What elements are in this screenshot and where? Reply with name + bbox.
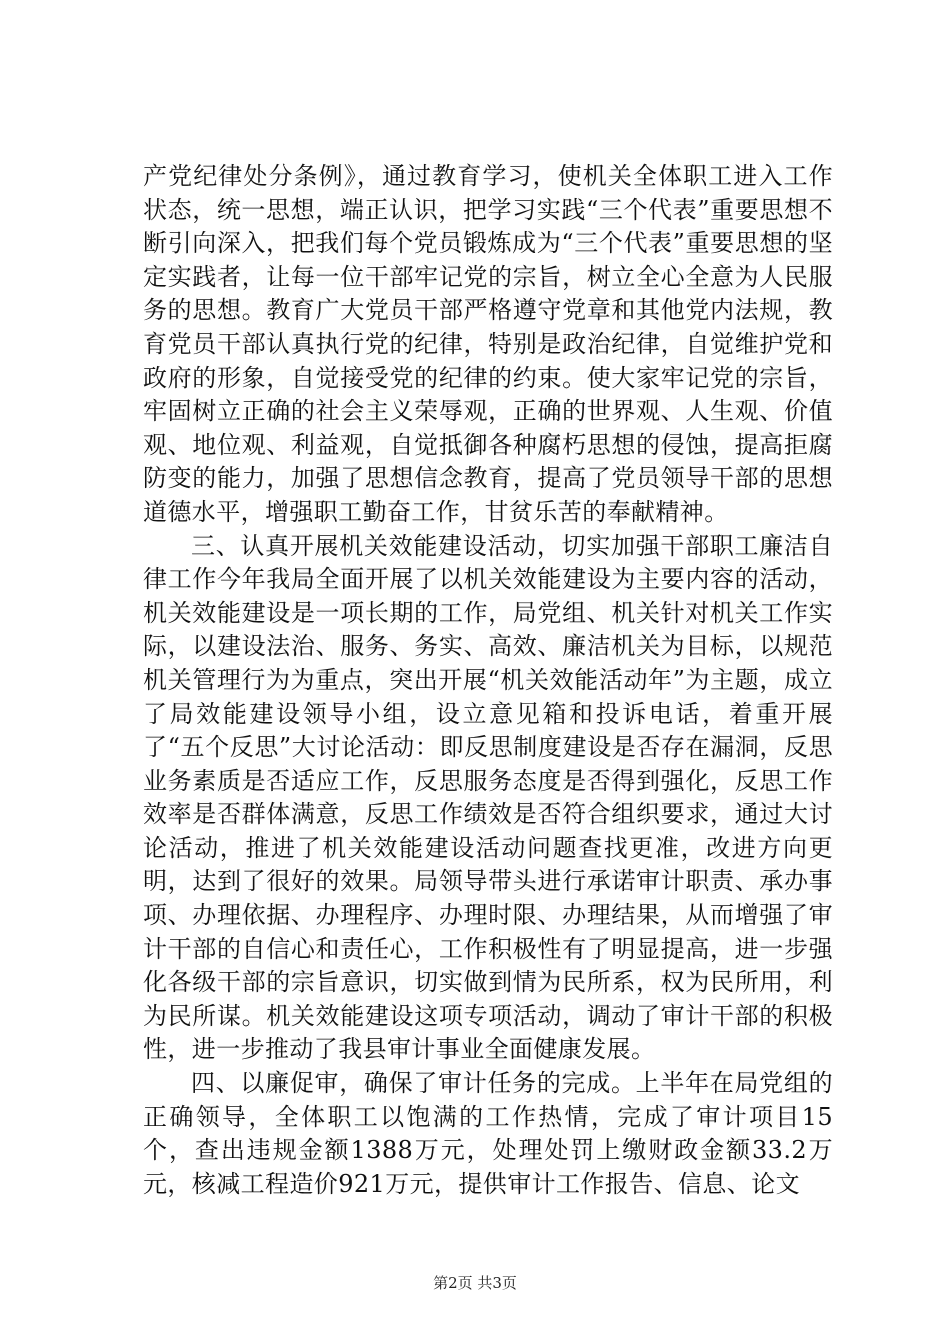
page-footer: [0, 1272, 950, 1293]
paragraph-section-three: 三、认真开展机关效能建设活动，切实加强干部职工廉洁自律工作今年我局全面开展了以机关效能建设为主要内容的活动，机关效能建设是一项长期的工作，局党组、机关针对机关工作实际，以建设法治、服务、务实、高效、廉洁机关为目标，以规范机关管理行为为重点，突出开展“机关效能活动年”为主题，成立了局效能建设领导小组，设立意见箱和投诉电话，着重开展了“五个反思”大讨论活动：即反思制度建设是否存在漏洞，反思业务素质是否适应工作，反思服务态度是否得到强化，反思工作效率是否群体满意，反思工作绩效是否符合组织要求，通过大讨论活动，推进了机关效能建设活动问题查找更准，改进方向更明，达到了很好的效果。局领导带头进行承诺审计职责、承办事项、办理依据、办理程序、办理时限、办理结果，从而增强了审计干部的自信心和责任心，工作积极性有了明显提高，进一步强化各级干部的宗旨意识，切实做到情为民所系，权为民所用，利为民所谋。机关效能建设这项专项活动，调动了审计干部的积极性，进一步推动了我县审计事业全面健康发展。: [143, 531, 833, 1064]
page-number-label: 第2页 共3页: [433, 1274, 517, 1292]
document-body: [143, 160, 833, 1201]
paragraph-continuation: 产党纪律处分条例》，通过教育学习，使机关全体职工进入工作状态，统一思想，端正认识，把学习实践“三个代表”重要思想不断引向深入，把我们每个党员锻炼成为“三个代表”重要思想的坚定实践者，让每一位干部牢记党的宗旨，树立全心全意为人民服务的思想。教育广大党员干部严格遵守党章和其他党内法规，教育党员干部认真执行党的纪律，特别是政治纪律，自觉维护党和政府的形象，自觉接受党的纪律的约束。使大家牢记党的宗旨，牢固树立正确的社会主义荣辱观，正确的世界观、人生观、价值观、地位观、利益观，自觉抵御各种腐朽思想的侵蚀，提高拒腐防变的能力，加强了思想信念教育，提高了党员领导干部的思想道德水平，增强职工勤奋工作，甘贫乐苦的奉献精神。: [143, 162, 833, 526]
paragraph-section-four: 四、以廉促审，确保了审计任务的完成。上半年在局党组的正确领导，全体职工以饱满的工作热情，完成了审计项目15个，查出违规金额1388万元，处理处罚上缴财政金额33.2万元，核减工程造价921万元，提供审计工作报告、信息、论文: [143, 1069, 833, 1198]
